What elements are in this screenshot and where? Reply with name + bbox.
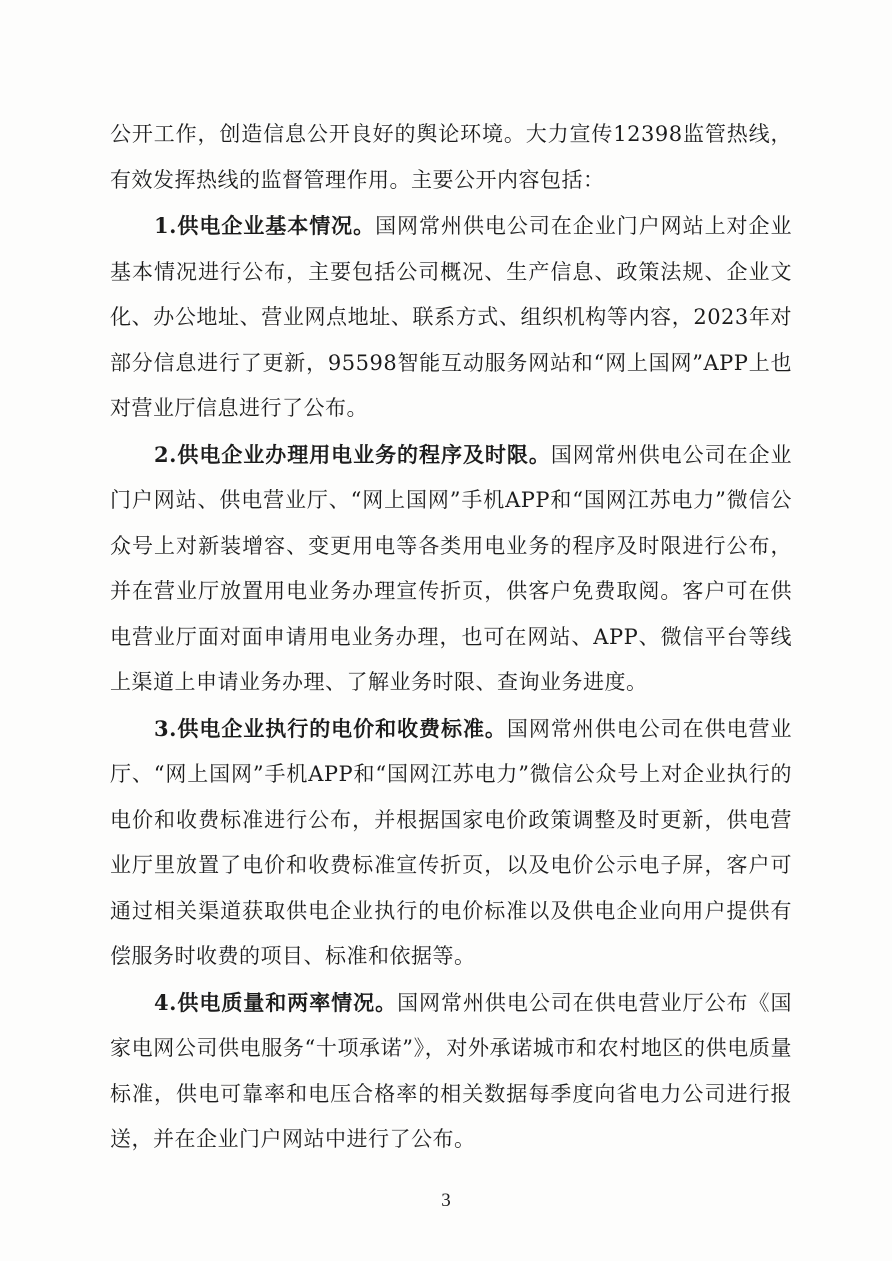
section-3-text: 国网常州供电公司在供电营业厅、“网上国网”手机APP和“国网江苏电力”微信公众号上对企业执行的电价和收费标准进行公布，并根据国家电价政策调整及时更新，供电营业厅里放置了电价和收费标准宣传折页，以及电价公示电子屏，客户可通过相关渠道获取供电企业执行的电价标准以及供电企业向用户提供有偿服务时收费的项目、标准和依据等。	[110, 716, 793, 968]
section-4-heading: 4.供电质量和两率情况。	[154, 989, 398, 1015]
section-2-paragraph	[110, 432, 792, 706]
section-3-heading: 3.供电企业执行的电价和收费标准。	[154, 715, 507, 741]
intro-paragraph	[110, 112, 792, 203]
section-2-text: 国网常州供电公司在企业门户网站、供电营业厅、“网上国网”手机APP和“国网江苏电力”微信公众号上对新装增容、变更用电等各类用电业务的程序及时限进行公布，并在营业厅放置用电业务办理宣传折页，供客户免费取阅。客户可在供电营业厅面对面申请用电业务办理，也可在网站、APP、微信平台等线上渠道上申请业务办理、了解业务时限、查询业务进度。	[110, 442, 793, 694]
document-body	[110, 112, 792, 1163]
section-4-text: 国网常州供电公司在供电营业厅公布《国家电网公司供电服务“十项承诺”》，对外承诺城市和农村地区的供电质量标准，供电可靠率和电压合格率的相关数据每季度向省电力公司进行报送，并在企业门户网站中进行了公布。	[110, 990, 792, 1151]
section-2-heading: 2.供电企业办理用电业务的程序及时限。	[154, 441, 551, 467]
section-4-paragraph	[110, 980, 792, 1163]
section-1-text: 国网常州供电公司在企业门户网站上对企业基本情况进行公布，主要包括公司概况、生产信息、政策法规、企业文化、办公地址、营业网点地址、联系方式、组织机构等内容，2023年对部分信息进行了更新，95598智能互动服务网站和“网上国网”APP上也对营业厅信息进行了公布。	[110, 214, 792, 420]
intro-text: 公开工作，创造信息公开良好的舆论环境。大力宣传12398监管热线，有效发挥热线的监督管理作用。主要公开内容包括：	[110, 122, 792, 192]
page-number: 3	[441, 1190, 451, 1211]
section-1-heading: 1.供电企业基本情况。	[154, 213, 376, 238]
section-1-paragraph	[110, 203, 792, 432]
section-3-paragraph	[110, 706, 792, 980]
